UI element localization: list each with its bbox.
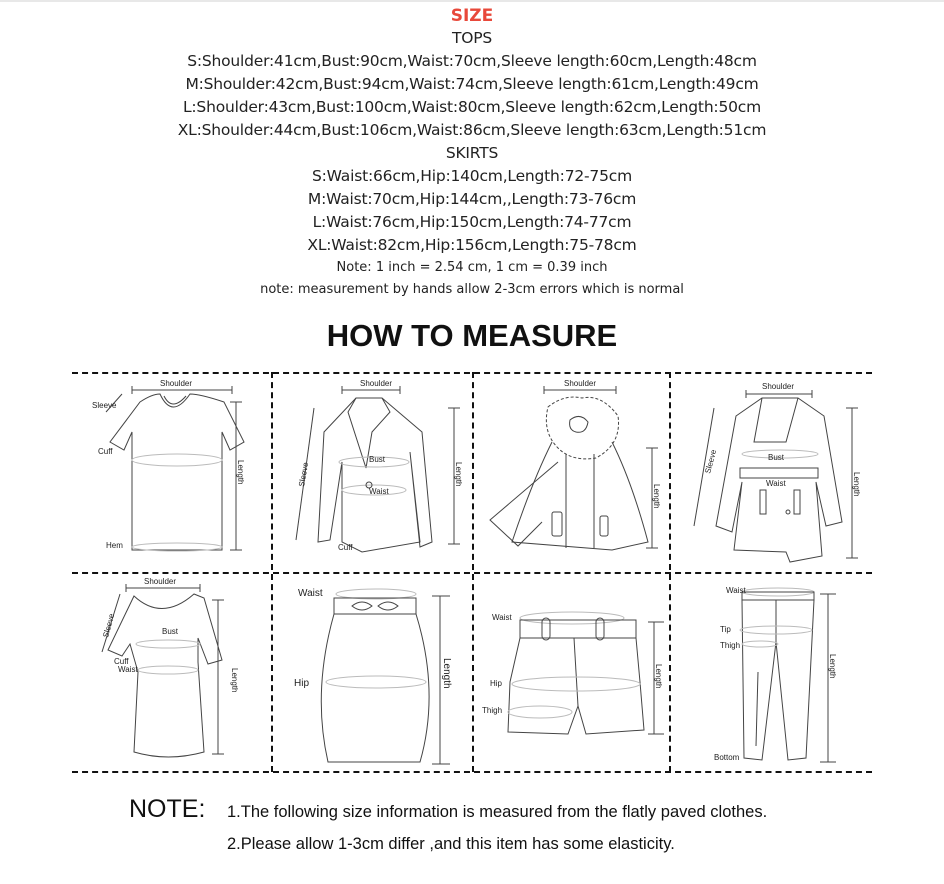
- skirts-row-l: L:Waist:76cm,Hip:150cm,Length:74-77cm: [312, 213, 632, 231]
- svg-text:Waist: Waist: [766, 479, 786, 488]
- measure-diagram-grid: [72, 372, 872, 772]
- blazer-diagram: [272, 372, 472, 572]
- svg-text:Length: Length: [441, 658, 452, 689]
- svg-text:Length: Length: [828, 654, 837, 679]
- conversion-note: Note: 1 inch = 2.54 cm, 1 cm = 0.39 inch: [336, 260, 608, 275]
- belted-coat-icon: [670, 372, 870, 572]
- svg-text:Hip: Hip: [294, 678, 310, 689]
- shorts-diagram: [472, 572, 672, 772]
- note-line-2: 2.Please allow 1-3cm differ ,and this item has some elasticity.: [227, 835, 675, 853]
- error-note: note: measurement by hands allow 2-3cm errors which is normal: [260, 282, 684, 297]
- svg-text:Sleeve: Sleeve: [92, 401, 117, 410]
- pencil-skirt-diagram: [272, 572, 472, 772]
- svg-text:Shoulder: Shoulder: [762, 382, 795, 391]
- tops-row-m: M:Shoulder:42cm,Bust:94cm,Waist:74cm,Sleeve length:61cm,Length:49cm: [185, 75, 759, 93]
- how-to-measure-heading: HOW TO MEASURE: [326, 318, 618, 353]
- svg-text:Thigh: Thigh: [482, 706, 503, 715]
- svg-text:Length: Length: [236, 460, 245, 485]
- svg-text:Length: Length: [654, 664, 663, 689]
- shorts-icon: [472, 572, 672, 772]
- skirts-row-s: S:Waist:66cm,Hip:140cm,Length:72-75cm: [312, 167, 632, 185]
- svg-text:Waist: Waist: [726, 586, 746, 595]
- tshirt-diagram: [72, 372, 272, 572]
- cape-coat-diagram: [472, 372, 672, 572]
- tshirt-icon: [72, 372, 272, 572]
- svg-text:Cuff: Cuff: [338, 543, 353, 552]
- svg-text:Thigh: Thigh: [720, 641, 741, 650]
- trousers-icon: [670, 572, 870, 772]
- svg-text:Waist: Waist: [492, 613, 512, 622]
- svg-text:Waist: Waist: [369, 487, 389, 496]
- svg-text:Sleeve: Sleeve: [101, 612, 117, 639]
- svg-text:Cuff: Cuff: [98, 447, 113, 456]
- tops-row-s: S:Shoulder:41cm,Bust:90cm,Waist:70cm,Sleeve length:60cm,Length:48cm: [187, 52, 757, 70]
- note-line-1: 1.The following size information is measured from the flatly paved clothes.: [227, 803, 768, 821]
- svg-text:Length: Length: [652, 484, 661, 509]
- svg-text:Shoulder: Shoulder: [144, 577, 177, 586]
- svg-text:Length: Length: [230, 668, 239, 693]
- tops-heading: TOPS: [451, 29, 493, 47]
- svg-text:Shoulder: Shoulder: [160, 379, 193, 388]
- svg-text:Hem: Hem: [106, 541, 123, 550]
- top-divider: [0, 0, 944, 2]
- svg-text:Sleeve: Sleeve: [703, 448, 719, 475]
- svg-text:Shoulder: Shoulder: [360, 379, 393, 388]
- svg-text:Length: Length: [852, 472, 861, 497]
- pencil-skirt-icon: [272, 572, 472, 772]
- size-chart: [0, 5, 944, 301]
- svg-text:Bust: Bust: [162, 627, 179, 636]
- belted-coat-diagram: [670, 372, 870, 572]
- svg-text:Tip: Tip: [720, 625, 731, 634]
- size-title: SIZE: [450, 6, 494, 26]
- tops-row-l: L:Shoulder:43cm,Bust:100cm,Waist:80cm,Sleeve length:62cm,Length:50cm: [182, 98, 762, 116]
- skirts-row-m: M:Waist:70cm,Hip:144cm,,Length:73-76cm: [307, 190, 637, 208]
- svg-text:Waist: Waist: [118, 665, 138, 674]
- svg-text:Length: Length: [454, 462, 463, 487]
- tops-row-xl: XL:Shoulder:44cm,Bust:106cm,Waist:86cm,Sleeve length:63cm,Length:51cm: [177, 121, 767, 139]
- svg-text:Bottom: Bottom: [714, 753, 740, 762]
- trousers-diagram: [670, 572, 870, 772]
- svg-text:Hip: Hip: [490, 679, 503, 688]
- svg-text:Shoulder: Shoulder: [564, 379, 597, 388]
- dress-icon: [72, 572, 272, 772]
- svg-text:Bust: Bust: [768, 453, 785, 462]
- blazer-icon: [272, 372, 472, 572]
- svg-text:Cuff: Cuff: [114, 657, 129, 666]
- note-label: NOTE:: [129, 795, 206, 823]
- svg-text:Bust: Bust: [369, 455, 386, 464]
- svg-text:Waist: Waist: [298, 588, 323, 599]
- dress-diagram: [72, 572, 272, 772]
- svg-text:Sleeve: Sleeve: [297, 461, 311, 488]
- cape-coat-icon: [472, 372, 672, 572]
- skirts-row-xl: XL:Waist:82cm,Hip:156cm,Length:75-78cm: [307, 236, 637, 254]
- skirts-heading: SKIRTS: [445, 144, 499, 162]
